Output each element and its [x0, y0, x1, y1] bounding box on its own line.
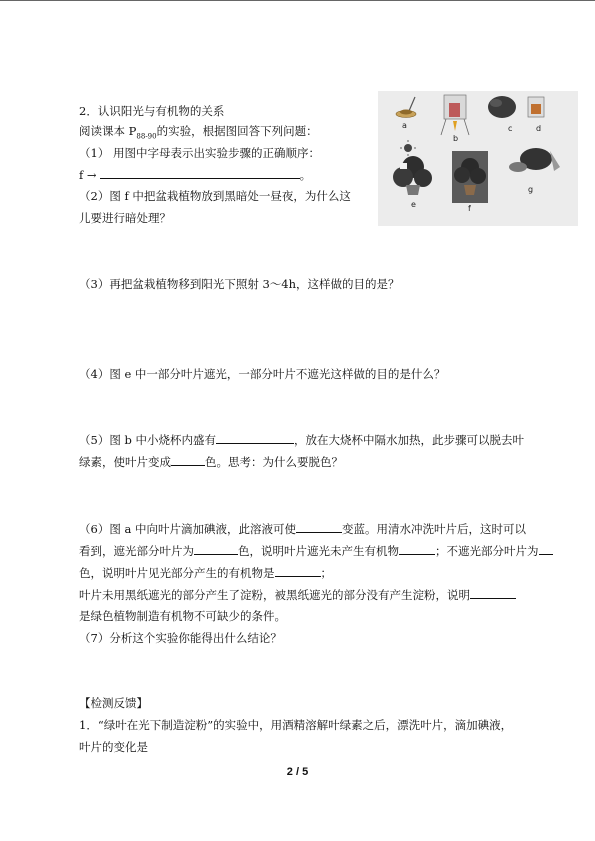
figure-label-b: b — [453, 134, 459, 143]
figure-panel-c — [488, 96, 516, 133]
question-6-line-1: （6）图 a 中向叶片滴加碘液，此溶液可使 变蓝。用清水冲洗叶片后，这时可以 — [79, 522, 526, 536]
figure-label-e: e — [411, 200, 416, 209]
feedback-question-1-line-1: 1．“绿叶在光下制造淀粉”的实验中，用酒精溶解叶绿素之后，漂洗叶片，滴加碘液， — [79, 718, 513, 732]
question-1: （1） 用图中字母表示出实验步骤的正确顺序： — [79, 146, 320, 160]
answer-blank[interactable] — [100, 167, 300, 179]
figure-label-d: d — [536, 124, 542, 133]
feedback-title: 【检测反馈】 — [79, 696, 148, 710]
page-range: 88-90 — [136, 132, 157, 141]
answer-blank[interactable] — [296, 521, 342, 533]
answer-blank[interactable] — [399, 543, 435, 555]
question-2-line-1: （2）图 f 中把盆栽植物放到黑暗处一昼夜，为什么这 — [79, 189, 351, 203]
figure-label-g: g — [528, 185, 534, 194]
answer-blank[interactable] — [171, 454, 205, 466]
answer-blank[interactable] — [275, 565, 321, 577]
question-3: （3）再把盆栽植物移到阳光下照射 3～4h，这样做的目的是？ — [79, 277, 400, 291]
section-heading: 2．认识阳光与有机物的关系 — [79, 104, 225, 118]
question-5-line-1: （5）图 b 中小烧杯内盛有 ，放在大烧杯中隔水加热，此步骤可以脱去叶 — [79, 433, 524, 447]
figure-panel-g — [509, 148, 560, 194]
sun-icon — [400, 140, 416, 156]
figure-panel-e — [393, 156, 432, 209]
question-6-line-2: 看到，遮光部分叶片为 色，说明叶片遮光未产生有机物 ；不遮光部分叶片为 — [79, 543, 553, 558]
question-6-line-5: 是绿色植物制造有机物不可缺少的条件。 — [79, 609, 286, 623]
answer-blank[interactable] — [539, 543, 553, 555]
figure-panel-a — [396, 97, 416, 130]
question-7: （7）分析这个实验你能得出什么结论？ — [79, 631, 282, 645]
figure-panel-d — [528, 97, 544, 133]
feedback-question-1-line-2: 叶片的变化是 — [79, 740, 148, 754]
experiment-figure — [378, 91, 578, 226]
question-6-line-3: 色，说明叶片见光部分产生的有机物是 ； — [79, 566, 332, 580]
question-5-line-2: 绿素，使叶片变成 色。思考：为什么要脱色？ — [79, 455, 343, 469]
page-number: 2 / 5 — [286, 766, 309, 778]
question-6-line-4: 叶片未用黑纸遮光的部分产生了淀粉，被黑纸遮光的部分没有产生淀粉，说明 — [79, 587, 516, 602]
answer-blank[interactable] — [470, 587, 516, 599]
question-2-line-2: 儿要进行暗处理？ — [79, 211, 171, 225]
figure-label-a: a — [402, 121, 407, 130]
figure-label-f: f — [468, 204, 471, 213]
reading-instruction: 阅读课本 $P_{88-90}$的实验，根据图回答下列问题： — [79, 124, 318, 141]
figure-label-c: c — [508, 124, 513, 133]
top-rule — [0, 0, 595, 1]
figure-panel-b — [441, 95, 469, 143]
question-4: （4）图 e 中一部分叶片遮光，一部分叶片不遮光这样做的目的是什么？ — [79, 367, 446, 381]
question-1-answer-line: f → 。 — [79, 168, 312, 182]
figure-panel-f — [452, 151, 488, 213]
answer-blank[interactable] — [194, 543, 238, 555]
answer-blank[interactable] — [216, 432, 294, 444]
